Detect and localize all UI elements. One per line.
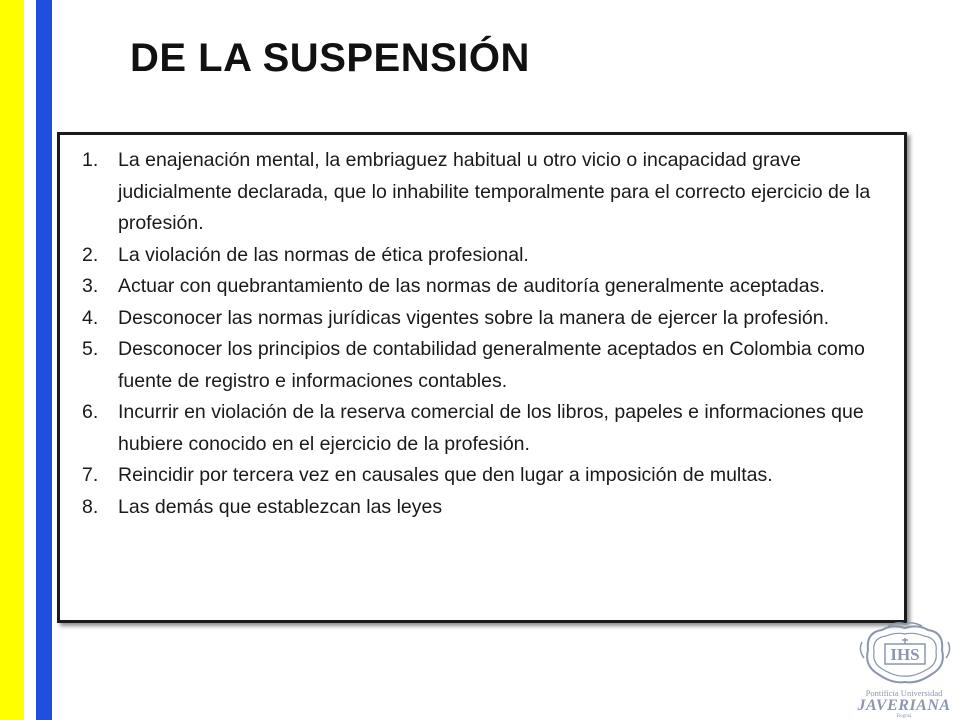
logo-line-1: Pontificia Universidad [865,688,943,698]
svg-text:IHS: IHS [890,645,920,664]
list-item-number: 1. [82,149,99,171]
list-item [64,397,896,460]
list-item-text: La violación de las normas de ética profesional. [118,243,529,266]
list-item [64,145,896,240]
logo-city: Bogotá [896,714,912,719]
suspension-causes-list [64,145,896,523]
list-item-text: Reincidir por tercera vez en causales que den lugar a imposición de multas. [118,464,773,486]
list-item-number: 3. [82,275,99,297]
list-item [64,460,896,492]
logo-line-2: JAVERIANA [857,697,951,714]
list-item-number: 8. [82,495,99,518]
list-item-number: 6. [82,401,99,423]
blue-stripe [36,0,52,720]
list-item [64,334,896,397]
content-box [57,132,907,623]
crest-icon [858,622,952,688]
university-logo [852,622,956,718]
list-item-text: Desconocer las normas jurídicas vigentes sobre la manera de ejercer la profesión. [118,306,830,329]
list-item-text: Incurrir en violación de la reserva comercial de los libros, papeles e informaciones que hubiere conocido en el ejercicio de la profesión. [118,401,864,455]
list-item-text: La enajenación mental, la embriaguez habitual u otro vicio o incapacidad grave judicialmente declarada, que lo inhabilite temporalmente para el correcto ejercicio de la profesión. [118,149,871,234]
list-item-text: Las demás que establezcan las leyes [118,495,443,518]
yellow-stripe [0,0,24,720]
list-item-text: Desconocer los principios de contabilidad generalmente aceptados en Colombia como fuente de registro e informaciones contables. [118,338,865,392]
list-item [64,271,896,303]
list-item [64,492,896,524]
list-item [64,303,896,335]
slide-title: DE LA SUSPENSIÓN [130,36,530,80]
list-item [64,240,896,272]
list-item-number: 5. [82,338,99,360]
list-item-number: 7. [82,464,99,486]
list-item-text: Actuar con quebrantamiento de las normas de auditoría generalmente aceptadas. [118,275,825,297]
list-item-number: 2. [82,243,99,266]
list-item-number: 4. [82,306,99,329]
